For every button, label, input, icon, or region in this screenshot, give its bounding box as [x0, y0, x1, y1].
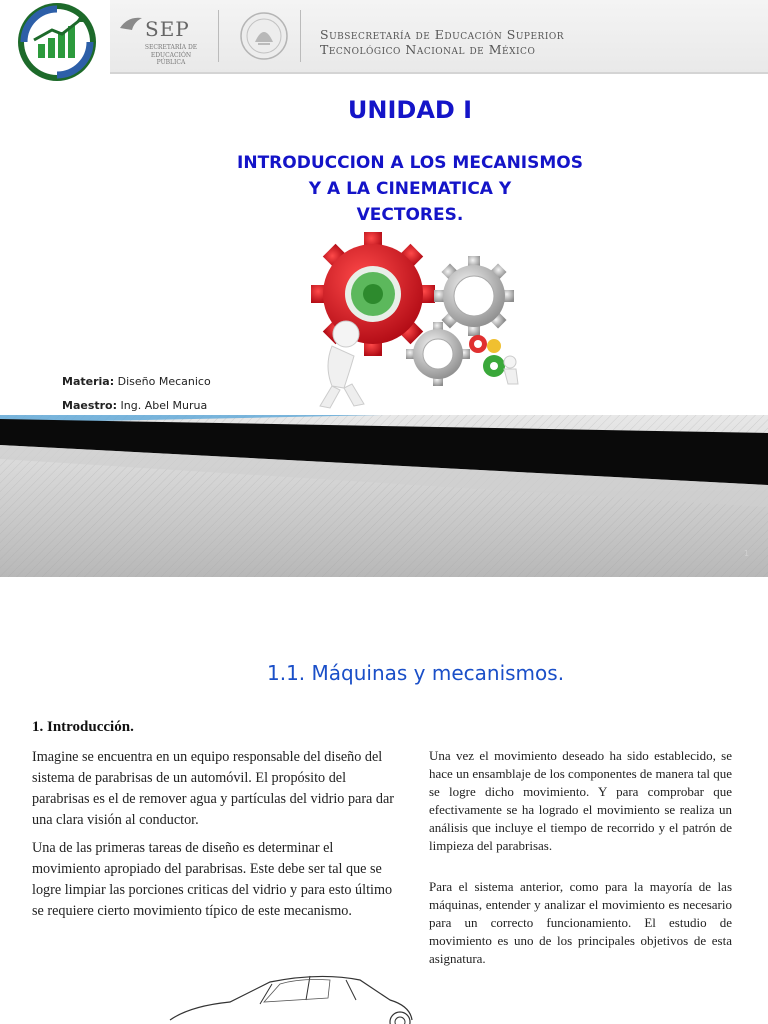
tecnm-text: Tecnológico Nacional de México	[320, 42, 536, 57]
materia-value: Diseño Mecanico	[117, 375, 211, 388]
gears-illustration	[288, 226, 538, 416]
materia-label: Materia:	[62, 375, 115, 388]
mexico-seal-icon	[236, 10, 292, 62]
introduction-heading: 1. Introducción.	[32, 719, 134, 735]
car-sketch	[160, 970, 420, 1024]
header-divider-2	[300, 10, 301, 62]
right-paragraph-1: Una vez el movimiento deseado ha sido establecido, se hace un ensamblaje de los componentes de manera tal que se logre dicho movimiento. Y para comprobar que efectivamente se ha logrado el movimiento se realiza un análisis que incluye el tiempo de recorrido y el patrón de limpieza del parabrisas.	[429, 748, 732, 853]
sep-eagle-icon	[118, 12, 144, 36]
header-divider	[218, 10, 219, 62]
materia-row	[62, 375, 211, 388]
unit-title: UNIDAD I	[347, 96, 473, 124]
industrial-engineering-logo	[4, 0, 110, 84]
right-paragraph-2: Para el sistema anterior, como para la mayoría de las máquinas, entender y analizar el movimiento es necesario para un correcto funcionamiento. El estudio de movimiento es uno de los principales objetivos de esta asignatura.	[429, 879, 732, 966]
decorative-band	[0, 415, 768, 577]
subtitle-line-1: INTRODUCCION A LOS MECANISMOS	[237, 153, 583, 173]
maestro-value: Ing. Abel Murua	[120, 399, 208, 412]
content-slide	[0, 577, 768, 1024]
page-number: 1	[744, 549, 750, 558]
sep-subtitle-line1: SECRETARÍA DE	[144, 44, 198, 51]
subtitle-line-3: VECTORES.	[356, 205, 464, 225]
maestro-row	[62, 399, 207, 412]
sep-subtitle-line2: EDUCACIÓN PÚBLICA	[150, 52, 192, 66]
section-title: 1.1. Máquinas y mecanismos.	[267, 661, 565, 685]
left-paragraph-1: Imagine se encuentra en un equipo responsable del diseño del sistema de parabrisas de un automóvil. El propósito del parabrisas es el de remover agua y partículas del vidrio para dar una clara visión al conductor.	[32, 749, 395, 828]
sep-wordmark: SEP	[145, 17, 190, 41]
subtitle-line-2: Y A LA CINEMATICA Y	[308, 179, 512, 199]
maestro-label: Maestro:	[62, 399, 118, 412]
subsecretaria-text: Subsecretaría de Educación Superior	[320, 27, 565, 42]
left-paragraph-2: Una de las primeras tareas de diseño es determinar el movimiento apropiado del parabrisas. Este debe ser tal que se logre limpiar las porciones criticas del vidrio y para esto último se requiere cierto movimiento típico de este mecanismo.	[32, 840, 393, 919]
